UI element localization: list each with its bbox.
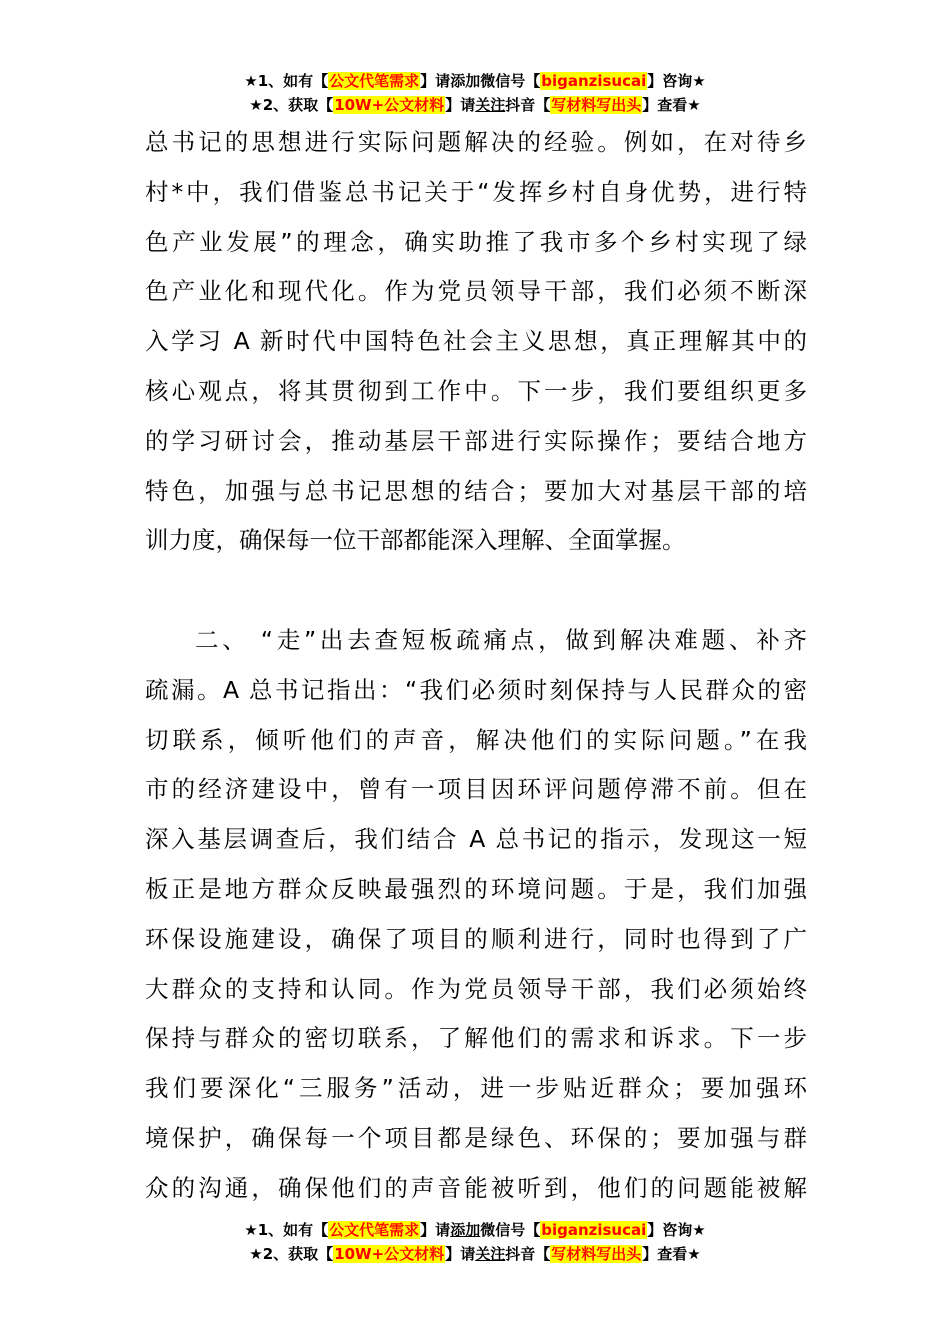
- text-line: 深入基层调查后，我们结合 A 总书记的指示，发现这一短: [145, 825, 807, 854]
- banner-text: ★2、获取【: [249, 1245, 334, 1263]
- text-line: 色产业化和现代化。作为党员领导干部，我们必须不断深: [145, 277, 807, 306]
- paragraph-spacer: [145, 566, 807, 616]
- banner-text: 添加: [450, 72, 481, 90]
- text-line: 境保护，确保每一个项目都是绿色、环保的；要加强与群: [145, 1123, 807, 1152]
- banner-line-2: [0, 93, 950, 117]
- banner-text: 】请: [420, 1221, 451, 1239]
- banner-text: ★1、如有【: [244, 72, 329, 90]
- footer-banner: [0, 1218, 950, 1266]
- banner-text: ★2、获取【: [249, 96, 334, 114]
- paragraph-2: [145, 616, 807, 1214]
- text-line: 板正是地方群众反映最强烈的环境问题。于是，我们加强: [145, 874, 807, 903]
- banner-line-2: [0, 1242, 950, 1266]
- text-line: 保持与群众的密切联系，了解他们的需求和诉求。下一步: [145, 1024, 807, 1053]
- banner-text: ★1、如有【: [244, 1221, 329, 1239]
- banner-text: 抖音【: [505, 96, 551, 114]
- header-banner: [0, 69, 950, 117]
- douyin-name-highlight: 写材料写出头: [551, 96, 642, 114]
- text-line: 切联系，倾听他们的声音，解决他们的实际问题。”在我: [145, 725, 807, 754]
- banner-text: 抖音【: [505, 1245, 551, 1263]
- text-line: 众的沟通，确保他们的声音能被听到，他们的问题能被解: [145, 1173, 807, 1202]
- banner-text: 微信号【: [480, 72, 541, 90]
- text-line: 大群众的支持和认同。作为党员领导干部，我们必须始终: [145, 974, 807, 1003]
- highlight-text: 公文代笔需求: [329, 1221, 420, 1239]
- text-line: 核心观点，将其贯彻到工作中。下一步，我们要组织更多: [145, 376, 807, 405]
- paragraph-1: [145, 118, 807, 566]
- text-line: 市的经济建设中，曾有一项目因环评问题停滞不前。但在: [145, 775, 807, 804]
- document-body: [145, 118, 807, 1214]
- text-line: 村*中，我们借鉴总书记关于“发挥乡村自身优势，进行特: [145, 177, 807, 206]
- text-line: 疏漏。A 总书记指出：“我们必须时刻保持与人民群众的密: [145, 675, 807, 704]
- banner-text: 】查看★: [642, 1245, 701, 1263]
- douyin-name-highlight: 写材料写出头: [551, 1245, 642, 1263]
- highlight-text: 10W+公文材料: [334, 1245, 445, 1263]
- banner-text: 】请: [420, 72, 451, 90]
- highlight-text: 公文代笔需求: [329, 72, 420, 90]
- wechat-id-highlight: biganzisucai: [541, 1221, 647, 1239]
- banner-text: 】查看★: [642, 96, 701, 114]
- text-line: 训力度，确保每一位干部都能深入理解、全面掌握。: [145, 526, 686, 555]
- text-line: 入学习 A 新时代中国特色社会主义思想，真正理解其中的: [145, 327, 807, 356]
- text-line: 的学习研讨会，推动基层干部进行实际操作；要结合地方: [145, 426, 807, 455]
- banner-text: 微信号【: [480, 1221, 541, 1239]
- text-line: 色产业发展”的理念，确实助推了我市多个乡村实现了绿: [145, 227, 807, 256]
- banner-text: 】请: [445, 1245, 476, 1263]
- banner-line-1: [0, 1218, 950, 1242]
- banner-text: 】请: [445, 96, 476, 114]
- wechat-id-highlight: biganzisucai: [541, 72, 647, 90]
- banner-line-1: [0, 69, 950, 93]
- underlined-text: 关注: [475, 96, 506, 114]
- banner-text: 】咨询★: [647, 1221, 706, 1239]
- banner-text: 】咨询★: [647, 72, 706, 90]
- underlined-text: 关注: [475, 1245, 506, 1263]
- text-line: 环保设施建设，确保了项目的顺利进行，同时也得到了广: [145, 924, 807, 953]
- text-line: 总书记的思想进行实际问题解决的经验。例如，在对待乡: [145, 128, 807, 156]
- section-heading-line: 二、 “走”出去查短板疏痛点，做到解决难题、补齐: [195, 625, 807, 654]
- text-line: 特色，加强与总书记思想的结合；要加大对基层干部的培: [145, 476, 807, 505]
- underlined-text: 添加: [450, 1221, 481, 1239]
- text-line: 我们要深化“三服务”活动，进一步贴近群众；要加强环: [145, 1074, 807, 1103]
- highlight-text: 10W+公文材料: [334, 96, 445, 114]
